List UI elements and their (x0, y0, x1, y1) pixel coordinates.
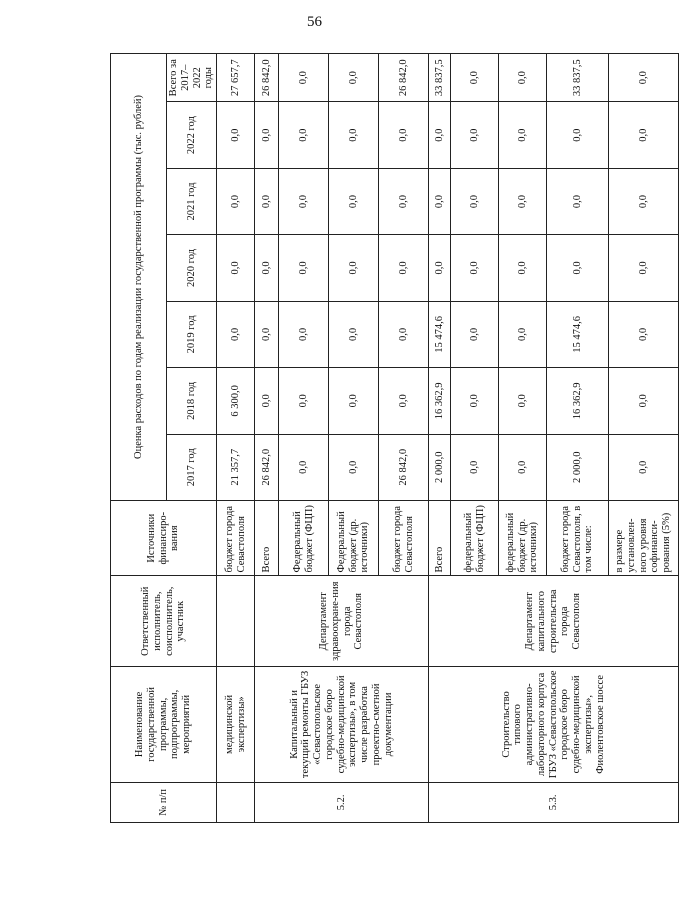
header-year-total: Всего за 2017–2022 годы (167, 54, 217, 102)
cell-value: 0,0 (329, 301, 379, 367)
cell-num (217, 782, 255, 822)
cell-value: 0,0 (217, 235, 255, 301)
cell-source: Федеральный бюджет (др. источники) (329, 500, 379, 575)
header-year: 2017 год (167, 434, 217, 500)
cell-value: 0,0 (609, 368, 679, 434)
cell-value: 0,0 (609, 168, 679, 234)
header-name: Наименование государственной программы, подпрограммы, мероприятий (111, 667, 217, 783)
cell-value-total: 0,0 (609, 54, 679, 102)
cell-value: 0,0 (217, 102, 255, 168)
cell-value: 0,0 (451, 301, 499, 367)
cell-value: 0,0 (429, 168, 451, 234)
cell-value: 0,0 (379, 168, 429, 234)
cell-value: 16 362,9 (429, 368, 451, 434)
cell-value: 0,0 (499, 368, 547, 434)
cell-value: 15 474,6 (429, 301, 451, 367)
cell-source: федеральный бюджет (др. источники) (499, 500, 547, 575)
cell-value: 0,0 (329, 368, 379, 434)
cell-value-total: 0,0 (451, 54, 499, 102)
cell-responsible: Департамент здравоохране-ния города Севастополя (255, 576, 429, 667)
cell-value-total: 33 837,5 (547, 54, 609, 102)
cell-value: 0,0 (379, 102, 429, 168)
table-row (429, 54, 451, 823)
cell-num: 5.3. (429, 782, 679, 822)
cell-value: 0,0 (547, 168, 609, 234)
cell-value: 0,0 (547, 102, 609, 168)
cell-value-total: 26 842,0 (379, 54, 429, 102)
cell-value: 0,0 (279, 168, 329, 234)
cell-value: 16 362,9 (547, 368, 609, 434)
cell-value-total: 33 837,5 (429, 54, 451, 102)
cell-value: 0,0 (429, 102, 451, 168)
cell-value: 0,0 (329, 102, 379, 168)
cell-name: Капитальный и текущий ремонты ГБУЗ «Севастопольское городское бюро судебно-медицинской экспертизы», в том числе разработка проектно-сметной документации (255, 667, 429, 783)
header-estimate: Оценка расходов по годам реализации государственной программы (тыс. рублей) (111, 54, 167, 501)
cell-value: 0,0 (429, 235, 451, 301)
cell-responsible (217, 576, 255, 667)
cell-value: 0,0 (379, 235, 429, 301)
cell-value: 0,0 (451, 102, 499, 168)
cell-value: 0,0 (329, 235, 379, 301)
header-responsible: Ответственный исполнитель, соисполнитель, участник (111, 576, 217, 667)
cell-value: 26 842,0 (379, 434, 429, 500)
cell-source: в размере установлен-ного уровня софинанси-рования (5%) (609, 500, 679, 575)
cell-value: 0,0 (255, 102, 279, 168)
table-row (217, 54, 255, 823)
table-row (255, 54, 279, 823)
cell-value: 0,0 (217, 301, 255, 367)
cell-value: 0,0 (279, 368, 329, 434)
cell-value: 0,0 (609, 102, 679, 168)
cell-value: 0,0 (217, 168, 255, 234)
cell-value: 0,0 (255, 235, 279, 301)
header-row-1 (111, 54, 167, 823)
program-expenses-table (110, 53, 679, 823)
rotated-table-container (110, 53, 673, 823)
cell-value: 0,0 (279, 235, 329, 301)
cell-value: 0,0 (499, 235, 547, 301)
cell-value: 0,0 (499, 434, 547, 500)
cell-name: медицинской экспертизы» (217, 667, 255, 783)
cell-value: 0,0 (451, 434, 499, 500)
cell-value: 0,0 (279, 102, 329, 168)
cell-responsible: Департамент капитального строительства города Севастополя (429, 576, 679, 667)
header-source: Источники финансиро-вания (111, 500, 217, 575)
page-number: 56 (307, 14, 322, 30)
cell-value: 0,0 (451, 168, 499, 234)
cell-value: 0,0 (255, 168, 279, 234)
header-year: 2022 год (167, 102, 217, 168)
cell-value: 0,0 (609, 301, 679, 367)
cell-value: 6 300,0 (217, 368, 255, 434)
cell-source: бюджет города Севастополя (379, 500, 429, 575)
header-year: 2021 год (167, 168, 217, 234)
cell-value: 0,0 (499, 168, 547, 234)
cell-value: 26 842,0 (255, 434, 279, 500)
cell-value: 0,0 (379, 368, 429, 434)
cell-value: 0,0 (451, 368, 499, 434)
cell-value: 0,0 (255, 301, 279, 367)
cell-value-total: 0,0 (499, 54, 547, 102)
cell-value: 0,0 (279, 301, 329, 367)
cell-value: 15 474,6 (547, 301, 609, 367)
cell-value-total: 26 842,0 (255, 54, 279, 102)
cell-value-total: 0,0 (329, 54, 379, 102)
cell-value: 0,0 (451, 235, 499, 301)
cell-value: 21 357,7 (217, 434, 255, 500)
cell-value: 0,0 (609, 434, 679, 500)
cell-value-total: 27 657,7 (217, 54, 255, 102)
cell-value: 0,0 (499, 301, 547, 367)
cell-value: 0,0 (279, 434, 329, 500)
cell-num: 5.2. (255, 782, 429, 822)
cell-value-total: 0,0 (279, 54, 329, 102)
cell-source: федеральный бюджет (ФЦП) (451, 500, 499, 575)
cell-value: 0,0 (329, 168, 379, 234)
cell-value: 0,0 (499, 102, 547, 168)
cell-value: 0,0 (547, 235, 609, 301)
cell-value: 2 000,0 (429, 434, 451, 500)
cell-source: Федеральный бюджет (ФЦП) (279, 500, 329, 575)
header-year: 2020 год (167, 235, 217, 301)
cell-source: бюджет города Севастополя (217, 500, 255, 575)
cell-source: бюджет города Севастополя, в том числе: (547, 500, 609, 575)
cell-value: 0,0 (379, 301, 429, 367)
cell-value: 0,0 (609, 235, 679, 301)
header-num: № п/п (111, 782, 217, 822)
header-year: 2019 год (167, 301, 217, 367)
cell-value: 0,0 (255, 368, 279, 434)
cell-value: 0,0 (329, 434, 379, 500)
header-year: 2018 год (167, 368, 217, 434)
cell-name: Строительство типового административно-лабораторного корпуса ГБУЗ «Севастопольское городское бюро судебно-медицинской экспертизы», Фиолентовское шоссе (429, 667, 679, 783)
cell-source: Всего (429, 500, 451, 575)
cell-source: Всего (255, 500, 279, 575)
cell-value: 2 000,0 (547, 434, 609, 500)
